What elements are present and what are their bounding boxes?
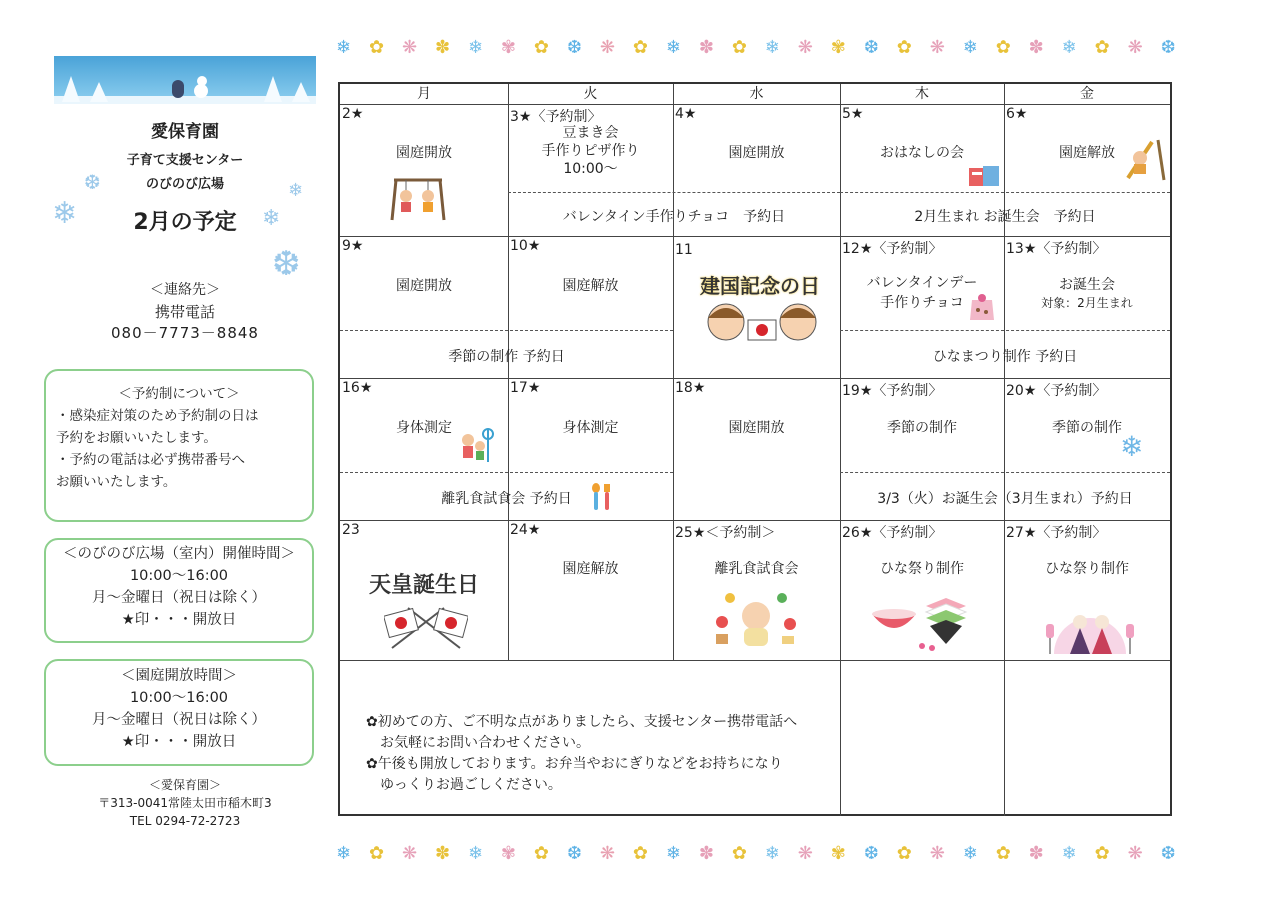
day-event: 身体測定	[562, 420, 619, 436]
day-event: ひな祭り制作	[1045, 561, 1129, 577]
day-event: 園庭開放	[396, 145, 452, 161]
bottom-snowflake-border: ❄ ✿ ❋ ✽ ❄ ✾ ✿ ❆ ❋ ✿ ❄ ✽ ✿ ❄ ❋ ✾ ❆ ✿ ❋ ❄ ✿ ✽ ❄ ✿ ❋ ❆	[336, 842, 1176, 864]
event-line: 豆まき会	[562, 125, 619, 141]
weekday-header: 水	[749, 86, 764, 102]
calendar-grid	[338, 82, 1172, 816]
note-line: お気軽にお問い合わせください。	[366, 735, 590, 751]
day-event: 季節の制作	[1052, 420, 1122, 436]
day-label: 17★	[510, 380, 541, 396]
holiday-name: 天皇誕生日	[368, 573, 479, 598]
snowflake-icon: ❆	[84, 170, 101, 194]
address-tel: TEL 0294-72-2723	[129, 814, 241, 828]
plaza-hours-mark: ★印・・・開放日	[121, 612, 237, 628]
day-label: 5★	[842, 106, 864, 122]
day-event: ひな祭り制作	[880, 561, 964, 577]
contact-number: 080－7773－8848	[111, 324, 259, 342]
day-label: 26★〈予約制〉	[842, 525, 943, 541]
reservation-line: お願いいたします。	[56, 474, 177, 490]
winter-header-illustration	[54, 56, 316, 104]
day-label: 25★＜予約制＞	[675, 525, 776, 541]
reservation-info-box	[44, 369, 314, 522]
event-line: バレンタインデー	[866, 275, 978, 291]
garden-hours-time: 10:00～16:00	[129, 690, 229, 706]
day-label: 16★	[342, 380, 373, 396]
day-label: 13★〈予約制〉	[1006, 241, 1107, 257]
day-label: 27★〈予約制〉	[1006, 525, 1107, 541]
day-label: 9★	[342, 238, 364, 254]
chocolate-bag-icon	[966, 290, 998, 322]
support-center-name: 子育て支援センター	[126, 153, 244, 168]
day-event: 園庭開放	[728, 145, 785, 161]
slide-icon	[1124, 138, 1166, 182]
contact-heading: ＜連絡先＞	[150, 282, 220, 298]
plaza-name: のびのび広場	[145, 177, 224, 192]
snowflake-icon: ❄	[1120, 430, 1144, 463]
day-label: 24★	[510, 522, 541, 538]
event-banner: 2月生まれ お誕生会 予約日	[914, 209, 1096, 225]
garden-hours-heading: ＜園庭開放時間＞	[121, 668, 237, 684]
event-banner: 季節の制作 予約日	[448, 349, 565, 365]
snowflake-icon: ❄	[52, 196, 78, 231]
book-icon	[968, 164, 1002, 188]
children-icon	[702, 298, 822, 348]
hishimochi-icon	[870, 592, 974, 654]
nursery-name: 愛保育園	[151, 122, 219, 142]
day-event: 身体測定	[396, 420, 452, 436]
weekday-header: 金	[1080, 86, 1094, 102]
event-line: 手作りピザ作り	[541, 143, 640, 159]
day-event: 園庭解放	[562, 561, 619, 577]
day-label: 19★〈予約制〉	[842, 383, 943, 399]
day-label: 10★	[510, 238, 541, 254]
event-line: 10:00～	[563, 161, 618, 177]
note-line: ゆっくりお過ごしください。	[366, 777, 562, 793]
event-line: 手作りチョコ	[880, 295, 964, 311]
top-snowflake-border: ❄ ✿ ❋ ✽ ❄ ✾ ✿ ❆ ❋ ✿ ❄ ✽ ✿ ❄ ❋ ✾ ❆ ✿ ❋ ❄ ✿ ✽ ❄ ✿ ❋ ❆	[336, 36, 1176, 58]
plaza-hours-heading: ＜のびのび広場（室内）開催時間＞	[63, 546, 295, 562]
plaza-hours-box	[44, 538, 314, 643]
month-title: 2月の予定	[133, 210, 237, 235]
weekday-header: 火	[583, 86, 598, 102]
garden-hours-box	[44, 659, 314, 766]
contact-label: 携帯電話	[154, 303, 215, 321]
day-label: 3★〈予約制〉	[510, 109, 602, 125]
day-label: 20★〈予約制〉	[1006, 383, 1107, 399]
address-block	[54, 776, 316, 830]
day-event: 園庭解放	[1059, 145, 1115, 161]
garden-hours-mark: ★印・・・開放日	[121, 734, 237, 750]
measuring-icon	[458, 428, 500, 464]
event-banner: バレンタイン手作りチョコ 予約日	[562, 209, 786, 225]
note-line: ✿初めての方、ご不明な点がありましたら、支援センター携帯電話へ	[366, 714, 798, 730]
flag-icon	[384, 604, 468, 650]
day-label: 11	[675, 242, 693, 258]
day-label: 2★	[342, 106, 364, 122]
day-label: 6★	[1006, 106, 1028, 122]
day-event: 離乳食試食会	[714, 561, 799, 577]
day-label: 4★	[675, 106, 697, 122]
event-banner: 離乳食試食会 予約日	[441, 491, 572, 507]
snowflake-icon: ❆	[272, 244, 301, 284]
day-event: お誕生会	[1059, 277, 1115, 293]
address-line: 〒313-0041常陸太田市稲木町3	[98, 796, 272, 810]
day-label: 18★	[675, 380, 706, 396]
reservation-heading: ＜予約制について＞	[118, 386, 240, 402]
baby-food-icon	[712, 586, 800, 648]
day-event: 季節の制作	[887, 420, 957, 436]
day-event	[508, 124, 673, 178]
weekday-header: 月	[417, 86, 431, 102]
hina-dolls-icon	[1040, 584, 1140, 656]
event-banner: ひなまつり制作 予約日	[932, 349, 1078, 365]
reservation-line: 予約をお願いいたします。	[56, 430, 217, 446]
day-label: 12★〈予約制〉	[842, 241, 943, 257]
plaza-hours-days: 月～金曜日（祝日は除く）	[92, 590, 266, 606]
day-event-sub: 対象：2月生まれ	[1041, 296, 1133, 310]
day-event: 園庭開放	[728, 420, 785, 436]
day-label: 23	[342, 522, 360, 538]
plaza-hours-time: 10:00～16:00	[129, 568, 229, 584]
day-event: 園庭解放	[562, 278, 619, 294]
holiday-name: 建国記念の日	[700, 274, 820, 298]
day-event: おはなしの会	[880, 145, 964, 161]
note-line: ✿午後も開放しております。お弁当やおにぎりなどをお持ちになり	[366, 756, 783, 772]
reservation-line: ・感染症対策のため予約制の日は	[56, 408, 259, 424]
reservation-line: ・予約の電話は必ず携帯番号へ	[56, 452, 245, 468]
spoon-fork-icon	[590, 482, 612, 512]
weekday-header: 木	[915, 86, 929, 102]
snowflake-icon: ❄	[262, 206, 281, 231]
snowflake-icon: ❄	[288, 180, 304, 201]
swing-icon	[390, 176, 446, 222]
day-event: 園庭開放	[396, 278, 452, 294]
address-name: ＜愛保育園＞	[148, 778, 221, 792]
garden-hours-days: 月～金曜日（祝日は除く）	[92, 712, 266, 728]
notes-block	[366, 712, 797, 796]
event-banner: 3/3（火）お誕生会（3月生まれ）予約日	[877, 491, 1133, 507]
